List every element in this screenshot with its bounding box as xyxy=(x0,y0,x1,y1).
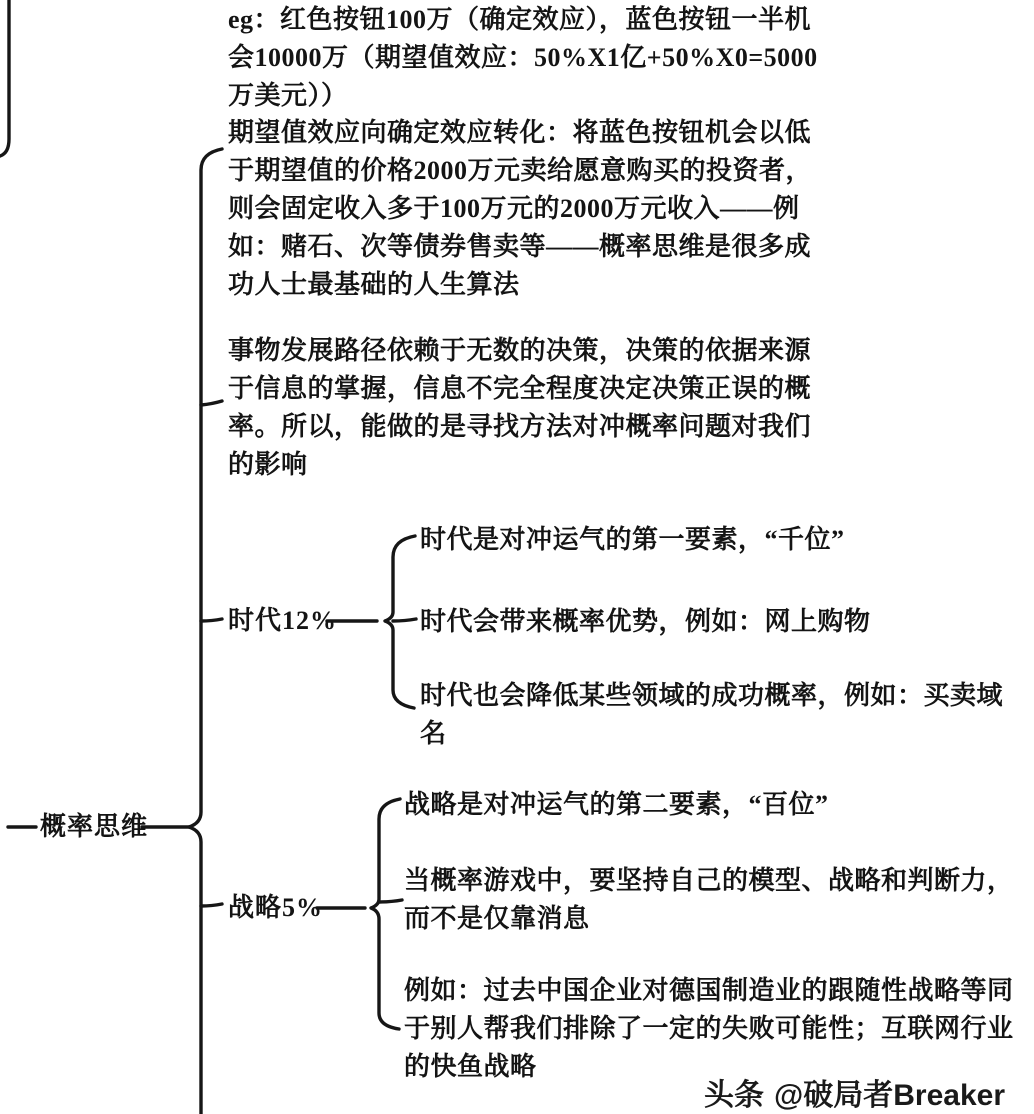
main-brace-tick-era xyxy=(201,619,222,621)
node-strategy-5-percent: 战略5% xyxy=(228,893,324,922)
era-child-lower-probability: 时代也会降低某些领域的成功概率，例如：买卖域名 xyxy=(420,681,1004,748)
strategy-brace xyxy=(371,799,400,1029)
watermark xyxy=(704,1070,1005,1114)
strategy-child-second-factor: 战略是对冲运气的第二要素，“百位” xyxy=(404,790,829,819)
main-brace xyxy=(189,149,222,1114)
main-brace-tick-decision xyxy=(201,401,222,405)
era-child-first-factor: 时代是对冲运气的第一要素，“千位” xyxy=(420,525,845,554)
watermark-source-label: 头条 xyxy=(704,1079,764,1112)
main-brace-tick-strategy xyxy=(201,904,222,906)
parent-brace-stub xyxy=(0,0,9,156)
era-brace-tick-middle xyxy=(393,619,416,621)
text-block-decision-paths: 事物发展路径依赖于无数的决策，决策的依据来源于信息的掌握，信息不完全程度决定决策正误的概率。所以，能做的是寻找方法对冲概率问题对我们的影响 xyxy=(228,336,812,479)
node-era-12-percent: 时代12% xyxy=(228,606,338,635)
strategy-child-example: 例如：过去中国企业对德国制造业的跟随性战略等同于别人帮我们排除了一定的失败可能性；互联网行业的快鱼战略 xyxy=(404,976,1014,1081)
text-block-expectation-to-certainty: 期望值效应向确定效应转化：将蓝色按钮机会以低于期望值的价格2000万元卖给愿意购买的投资者，则会固定收入多于100万元的2000万元收入——例如：赌石、次等债券售卖等——概率思维是很多成功人士最基础的人生算法 xyxy=(228,118,813,299)
watermark-author-handle: @破局者Breaker xyxy=(774,1079,1006,1112)
node-probability-thinking: 概率思维 xyxy=(40,812,149,841)
era-child-probability-advantage: 时代会带来概率优势，例如：网上购物 xyxy=(420,607,871,636)
strategy-brace-tick-middle xyxy=(379,900,402,902)
text-block-eg-buttons: eg：红色按钮100万（确定效应），蓝色按钮一半机会10000万（期望值效应：50%X1亿+50%X0=5000万美元）） xyxy=(228,5,818,110)
strategy-child-stick-to-model: 当概率游戏中，要坚持自己的模型、战略和判断力，而不是仅靠消息 xyxy=(404,866,1014,933)
